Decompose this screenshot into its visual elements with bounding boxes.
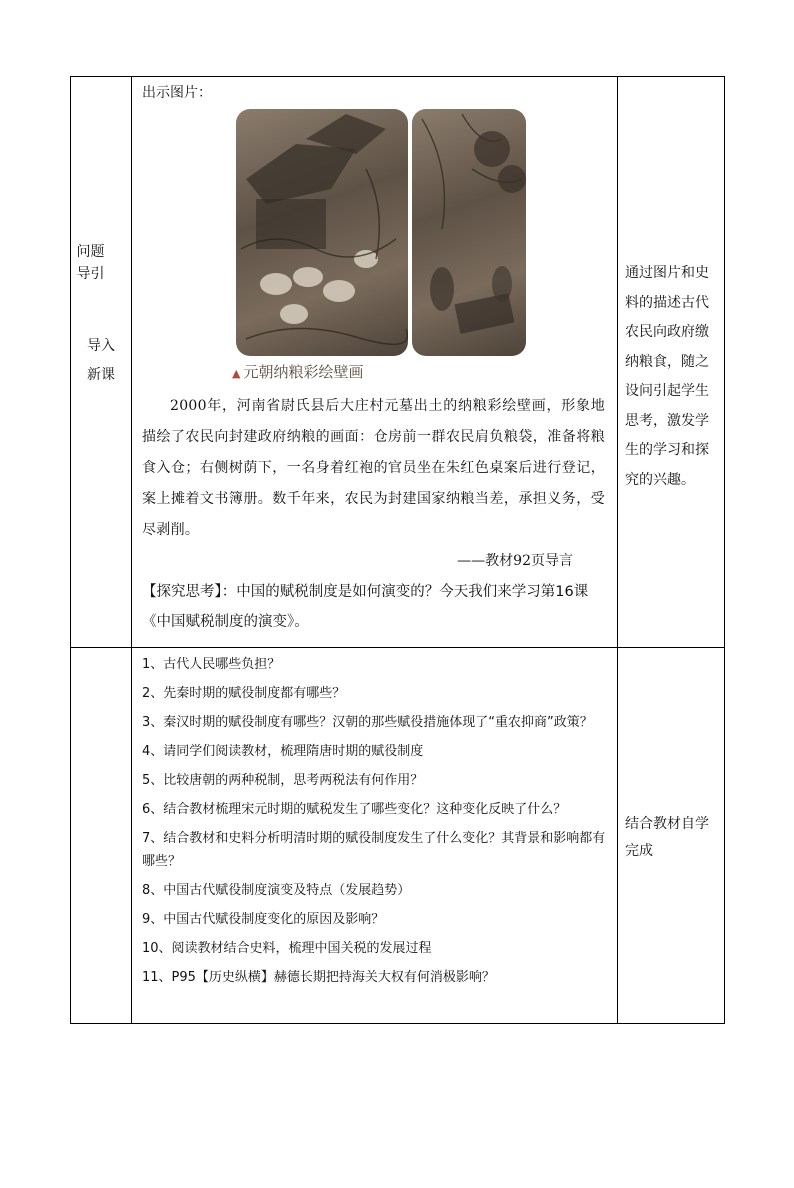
list-item: 8、中国古代赋役制度演变及特点（发展趋势） — [142, 883, 411, 898]
lesson-table — [70, 76, 725, 1024]
mural-image — [232, 109, 532, 385]
stage-label-line1: 导入 — [87, 338, 115, 354]
list-item: 5、比较唐朝的两种税制，思考两税法有何作用？ — [142, 773, 424, 788]
list-item: 11、P95【历史纵横】赫德长期把持海关大权有何消极影响？ — [142, 970, 495, 985]
goal-cell — [618, 77, 725, 648]
intro-text: 出示图片： — [142, 85, 212, 101]
triangle-icon: ▲ — [232, 367, 241, 380]
think-text: ：中国的赋税制度是如何演变的？今天我们来学习第16课《中国赋税制度的演变》。 — [142, 584, 589, 630]
stage-label-line2: 新课 — [87, 367, 115, 383]
think-paragraph — [142, 577, 607, 637]
stage-label-line2: 导引 — [76, 265, 105, 282]
list-item: 6、结合教材梳理宋元时期的赋税发生了哪些变化？这种变化反映了什么？ — [142, 802, 567, 817]
content-cell — [132, 77, 618, 648]
list-item: 10、阅读教材结合史料，梳理中国关税的发展过程 — [142, 941, 432, 956]
textbook-quote: 2000年，河南省尉氏县后大庄村元墓出土的纳粮彩绘壁画，形象地描绘了农民向封建政府纳粮的画面：仓房前一群农民肩负粮袋，准备将粮食入仓；右侧树荫下，一名身着红袍的官员坐在朱红色桌案后进行登记，案上摊着文书簿册。数千年来，农民为封建国家纳粮当差，承担义务，受尽剥削。 — [142, 398, 605, 538]
list-item: 3、秦汉时期的赋役制度有哪些？汉朝的那些赋役措施体现了“重农抑商”政策？ — [142, 715, 593, 730]
content-cell — [132, 648, 618, 1024]
stage-label-line1: 问题 — [76, 243, 105, 260]
list-item: 1、古代人民哪些负担？ — [142, 657, 281, 672]
image-caption — [232, 361, 363, 382]
list-item: 2、先秦时期的赋役制度都有哪些？ — [142, 686, 346, 701]
goal-text: 通过图片和史料的描述古代农民向政府缴纳粮食，随之设问引起学生思考，激发学生的学习和探究的兴趣。 — [625, 265, 709, 488]
question-list — [132, 648, 617, 989]
caption-text: 元朝纳粮彩绘壁画 — [243, 363, 364, 381]
mural-left-panel — [236, 109, 408, 356]
quote-source: ——教材92页导言 — [457, 553, 573, 569]
goal-cell — [618, 648, 725, 1024]
list-item: 7、结合教材和史料分析明清时期的赋役制度发生了什么变化？其背景和影响都有哪些？ — [142, 831, 606, 869]
mural-right-panel — [412, 109, 526, 356]
table-row-intro — [71, 77, 725, 648]
list-item: 4、请同学们阅读教材，梳理隋唐时期的赋役制度 — [142, 744, 424, 759]
goal-text: 结合教材自学完成 — [625, 816, 709, 859]
table-row-questions — [71, 648, 725, 1024]
list-item: 9、中国古代赋役制度变化的原因及影响？ — [142, 912, 385, 927]
think-tag: 【探究思考】 — [142, 584, 222, 600]
